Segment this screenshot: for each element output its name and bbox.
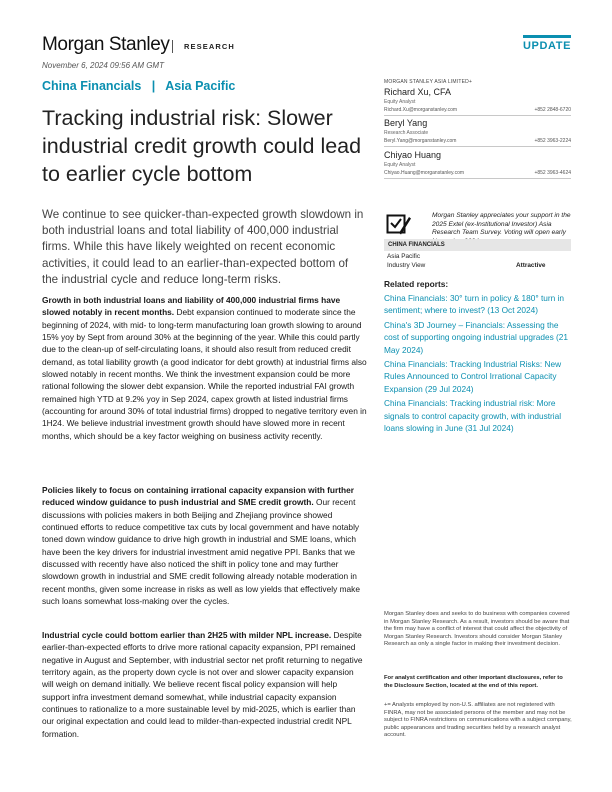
related-report-link[interactable]: China's 3D Journey – Financials: Assessing the cost of supporting ongoing industrial upgrades (21 May 2024): [384, 319, 569, 355]
disclosure-reference: For analyst certification and other important disclosures, refer to the Disclosure Section, located at the end of this report.: [384, 675, 563, 689]
update-badge-bar: [523, 35, 571, 38]
related-report-link[interactable]: China Financials: Tracking Industrial Risks: New Rules Announced to Control Irrational Capacity Expansion (29 Jul 2024): [384, 359, 562, 394]
checkbox-pen-icon: [386, 211, 412, 237]
analyst-email[interactable]: Chiyao.Huang@morganstanley.com: [384, 170, 465, 176]
analyst-phone: +852 3963-2224: [534, 138, 571, 144]
industry-view-label: Industry View: [387, 262, 426, 269]
analyst-email[interactable]: Richard.Xu@morganstanley.com: [384, 107, 458, 113]
analyst-divider: [384, 146, 571, 147]
industry-view-value: Attractive: [516, 262, 546, 269]
paragraph-lead: Growth in both industrial loans and liability of 400,000 industrial firms have slowed notably in recent months.: [42, 295, 341, 318]
update-badge: UPDATE: [523, 40, 572, 52]
report-title: Tracking industrial risk: Slower industrial credit growth could lead to earlier cycle bottom: [42, 106, 362, 186]
brand-logo: Morgan Stanley: [42, 34, 170, 55]
analyst-name: Chiyao Huang: [384, 150, 442, 160]
paragraph-text: Debt expansion continued to moderate since the beginning of 2024, with mid- to long-term manufacturing loan growth slowing to around 15% yoy by Sept from around 30% at the beginning of the year. While this could partly due to the clean-up of self-circulating loans, it should also result from reduced credit demand, as total liability growth (a good indicator for debt growth) at industrial firms also slowed notably in recent months. We think the investment expansion could be more rational following the slower debt expansion. While the reported industrial FAI growth remained high YTD at 9.2% yoy in Sep 2024, capex growth at listed industrial firms (accounting for around 30% of total industrial firms) dropped to negative territory even in 1H24. We believe industrial investment growth should have slowed more in recent months, which should be a key factor weighing on business activity recently.: [42, 307, 367, 441]
analyst-role: Equity Analyst: [384, 99, 416, 105]
logo-divider: [172, 40, 173, 53]
related-report-link[interactable]: China Financials: 30° turn in policy & 180° turn in sentiment; where to invest? (13 Oct 2024): [384, 293, 565, 316]
analyst-name: Richard Xu, CFA: [384, 87, 452, 97]
related-reports-heading: Related reports:: [384, 279, 449, 289]
industry-header: [384, 239, 571, 251]
industry-region: Asia Pacific: [387, 253, 421, 260]
finra-disclaimer: += Analysts employed by non-U.S. affiliates are not registered with FINRA, may not be associated persons of the member and may not be subject to FINRA restrictions on communications with a subject company, public appearances and trading securities held by a research analyst account.: [384, 702, 572, 739]
analyst-email[interactable]: Beryl.Yang@morganstanley.com: [384, 138, 457, 144]
publish-date: November 6, 2024 09:56 AM GMT: [42, 61, 164, 70]
analyst-phone: +852 3963-4624: [534, 170, 571, 176]
related-report-link[interactable]: China Financials: Tracking industrial risk: More signals to control capacity growth, with industrial loans slowing in June (31 Jul 2024): [384, 398, 562, 434]
analyst-name: Beryl Yang: [384, 118, 428, 128]
analyst-role: Research Associate: [384, 130, 429, 136]
body-paragraph: [42, 484, 367, 607]
category-line: China Financials | Asia Pacific: [42, 79, 236, 93]
analyst-role: Equity Analyst: [384, 162, 416, 168]
paragraph-text: Our recent discussions with policies makers in both Beijing and Zhejiang province showed continued efforts to reduce competitive tax cuts by local government and have notably toned down window guidance to drive high growth in industrial and SME loans, which have been the key drivers for industrial investment amid negative PPI. Banks that we discussed with recently have also noticed the shift in policy tone and may further slowdown growth in industrial and SME credit following already notable moderation in recent months, given some increase in risks as well as low yields that effectively make such loans somewhat loss-making over the cycles.: [42, 497, 360, 607]
body-paragraph: [42, 294, 367, 442]
analyst-entity: MORGAN STANLEY ASIA LIMITED+: [384, 79, 473, 85]
analyst-divider: [384, 115, 571, 116]
extel-survey-note: Morgan Stanley appreciates your support in the 2025 Extel (ex-Institutional Investor) Asia Research Team Survey. Voting will open early: [432, 212, 571, 237]
related-reports-list: [384, 292, 572, 436]
paragraph-text: Despite earlier-than-expected efforts to drive more rational capacity expansion, PPI remained negative in August and September, with industrial sector net profit returning to negative territory again, as the property down cycle is not over and slower capacity expansion will weigh on demand initially. We believe recent fiscal policy expansion will help support infra investment demand somewhat, while industrial capacity expansion continues to rationalize to a more sustainable level by mid-2025, which is earlier than our original expectation and could lead to milder-than-expected industrial credit NPL formation.: [42, 630, 363, 739]
analyst-phone: +852 2848-6720: [534, 107, 571, 113]
section-label: RESEARCH: [184, 42, 235, 51]
industry-heading: CHINA FINANCIALS: [388, 241, 445, 248]
paragraph-lead: Policies likely to focus on containing irrational capacity expansion with further reduced window guidance to push industrial and SME credit growth.: [42, 485, 355, 508]
report-summary: We continue to see quicker-than-expected growth slowdown in both industrial loans and total liability of 400,000 industrial firms. While this have likely weighted on recent economic activities, it could lead to an earlier-than-expected bottom of the industrial cycle and reduce long-term risks.: [42, 208, 364, 286]
paragraph-lead: Industrial cycle could bottom earlier than 2H25 with milder NPL increase.: [42, 630, 332, 640]
analyst-divider: [384, 178, 571, 179]
disclosure-text: Morgan Stanley does and seeks to do business with companies covered in Morgan Stanley Research. As a result, investors should be aware that the firm may have a conflict of interest that could affect the objectivity of Morgan Stanley Research. Investors should consider Morgan Stanley Research as only a single factor in making their investment decision.: [384, 611, 570, 648]
body-paragraph: [42, 629, 367, 740]
